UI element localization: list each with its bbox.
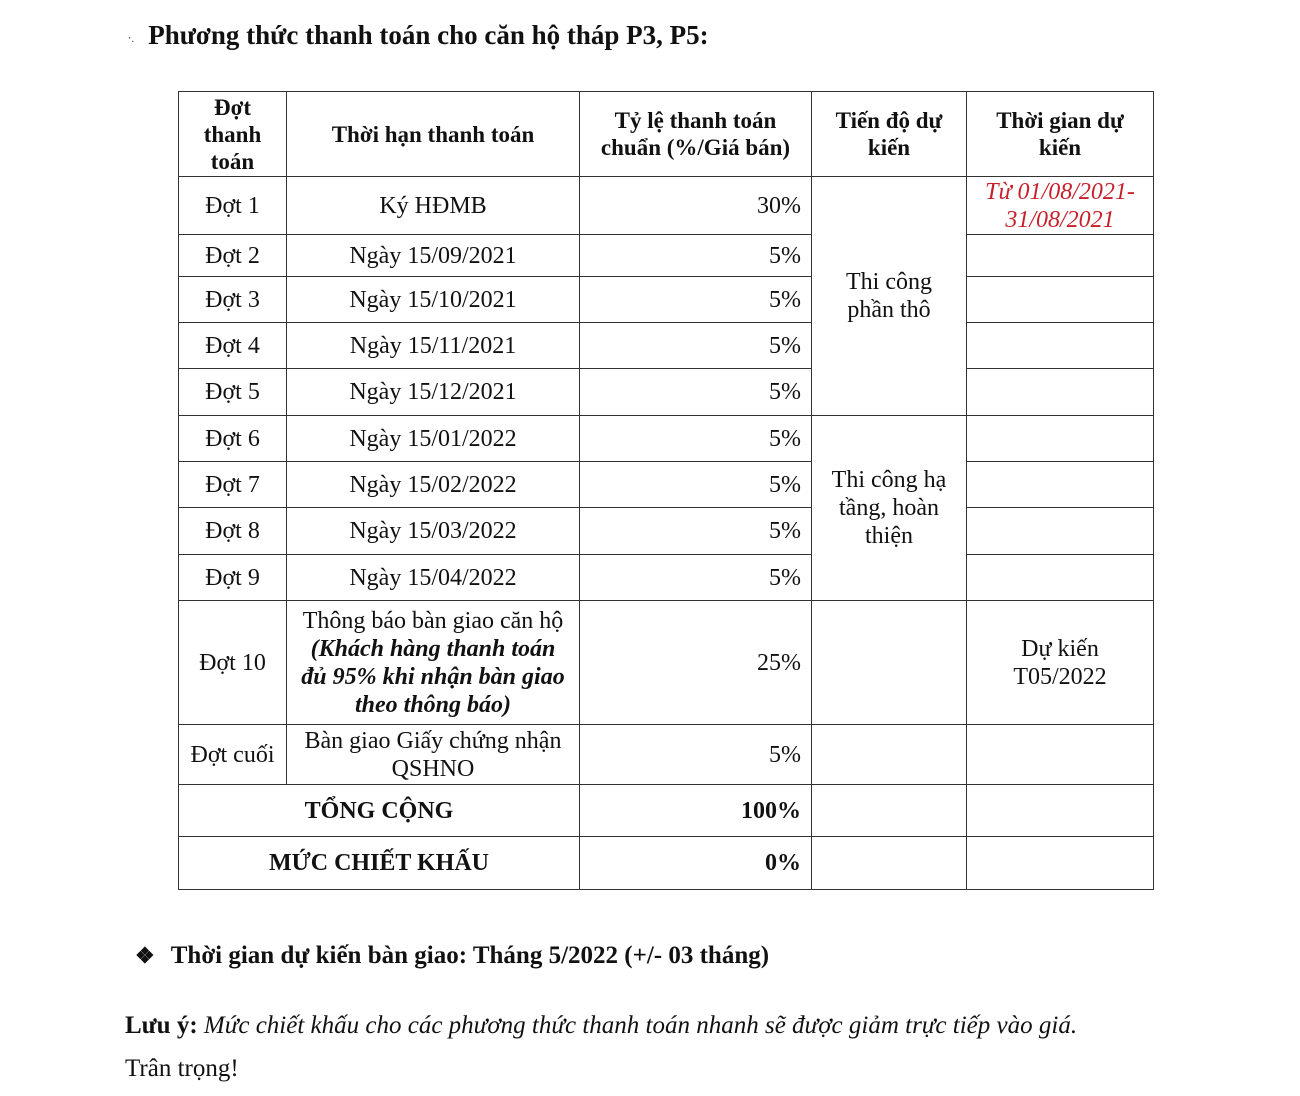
table-row [179, 601, 1154, 725]
total-empty [967, 785, 1154, 837]
row-dot: Đợt 9 [179, 555, 287, 601]
row-han-prefix: Thông báo bàn giao căn hộ [302, 607, 564, 634]
row-han: Ký HĐMB [287, 177, 580, 235]
table-row [179, 369, 1154, 416]
row-thoi-gian [967, 416, 1154, 462]
row-ty-le: 5% [580, 277, 812, 323]
header-dot: Đợt thanh toán [179, 92, 287, 177]
header-thoi-han: Thời hạn thanh toán [287, 92, 580, 177]
row-dot: Đợt cuối [179, 725, 287, 785]
row-dot: Đợt 3 [179, 277, 287, 323]
row-thoi-gian [967, 555, 1154, 601]
row-thoi-gian: Dự kiến T05/2022 [967, 601, 1154, 725]
total-label: TỔNG CỘNG [179, 785, 580, 837]
row-dot: Đợt 5 [179, 369, 287, 416]
row-ty-le: 5% [580, 508, 812, 555]
table-header-row [179, 92, 1154, 177]
table-row [179, 277, 1154, 323]
header-tien-do: Tiến độ dự kiến [812, 92, 967, 177]
row-ty-le: 5% [580, 725, 812, 785]
row-dot: Đợt 2 [179, 235, 287, 277]
row-han: Ngày 15/12/2021 [287, 369, 580, 416]
section-heading [128, 20, 709, 51]
payment-schedule-table [178, 91, 1154, 890]
table-row [179, 323, 1154, 369]
total-row [179, 785, 1154, 837]
row-ty-le: 5% [580, 235, 812, 277]
row-han: Bàn giao Giấy chứng nhận QSHNO [287, 725, 580, 785]
row-thoi-gian: Từ 01/08/2021-31/08/2021 [967, 177, 1154, 235]
note-label: Lưu ý: [125, 1012, 198, 1039]
handover-text: Thời gian dự kiến bàn giao: Tháng 5/2022 (+/- 03 tháng) [170, 942, 770, 969]
row-thoi-gian [967, 323, 1154, 369]
row-thoi-gian [967, 277, 1154, 323]
row-dot: Đợt 8 [179, 508, 287, 555]
row-han: Ngày 15/04/2022 [287, 555, 580, 601]
note-text: Mức chiết khấu cho các phương thức thanh toán nhanh sẽ được giảm trực tiếp vào giá. [197, 1012, 1078, 1039]
row-han: Ngày 15/11/2021 [287, 323, 580, 369]
row-han: Ngày 15/02/2022 [287, 462, 580, 508]
total-empty [812, 785, 967, 837]
heading-marker: ⸱. [128, 31, 135, 46]
row-thoi-gian [967, 508, 1154, 555]
table-row [179, 235, 1154, 277]
row-ty-le: 5% [580, 416, 812, 462]
row-tien-do [812, 601, 967, 725]
discount-value: 0% [580, 837, 812, 890]
row-thoi-gian [967, 369, 1154, 416]
row-dot: Đợt 6 [179, 416, 287, 462]
table-row [179, 725, 1154, 785]
note [125, 1012, 1077, 1040]
header-ty-le: Tỷ lệ thanh toán chuẩn (%/Giá bán) [580, 92, 812, 177]
discount-empty [812, 837, 967, 890]
discount-label: MỨC CHIẾT KHẤU [179, 837, 580, 890]
row-dot: Đợt 10 [179, 601, 287, 725]
row-thoi-gian [967, 725, 1154, 785]
progress-group-1: Thi công phần thô [812, 177, 967, 416]
row-tien-do [812, 725, 967, 785]
row-ty-le: 5% [580, 369, 812, 416]
row-han: Ngày 15/09/2021 [287, 235, 580, 277]
handover-line [135, 942, 769, 970]
row-han: Ngày 15/03/2022 [287, 508, 580, 555]
row-ty-le: 5% [580, 462, 812, 508]
diamond-bullet-icon: ❖ [135, 943, 155, 968]
row-ty-le: 5% [580, 555, 812, 601]
row-thoi-gian [967, 235, 1154, 277]
closing-text: Trân trọng! [125, 1055, 239, 1082]
row-dot: Đợt 7 [179, 462, 287, 508]
row-han: Ngày 15/01/2022 [287, 416, 580, 462]
table-row [179, 462, 1154, 508]
progress-group-2: Thi công hạ tầng, hoàn thiện [812, 416, 967, 601]
discount-row [179, 837, 1154, 890]
row-han: Ngày 15/10/2021 [287, 277, 580, 323]
row-thoi-gian [967, 462, 1154, 508]
row-dot: Đợt 4 [179, 323, 287, 369]
row-ty-le: 5% [580, 323, 812, 369]
row-ty-le: 30% [580, 177, 812, 235]
row-han [287, 601, 580, 725]
table-row [179, 177, 1154, 235]
row-han-emphasis: (Khách hàng thanh toán đủ 95% khi nhận bàn giao theo thông báo) [301, 635, 565, 718]
table-row [179, 508, 1154, 555]
row-ty-le: 25% [580, 601, 812, 725]
table-row [179, 555, 1154, 601]
total-value: 100% [580, 785, 812, 837]
row-dot: Đợt 1 [179, 177, 287, 235]
discount-empty [967, 837, 1154, 890]
table-row [179, 416, 1154, 462]
heading-text: Phương thức thanh toán cho căn hộ tháp P3, P5: [148, 20, 709, 50]
header-thoi-gian: Thời gian dự kiến [967, 92, 1154, 177]
